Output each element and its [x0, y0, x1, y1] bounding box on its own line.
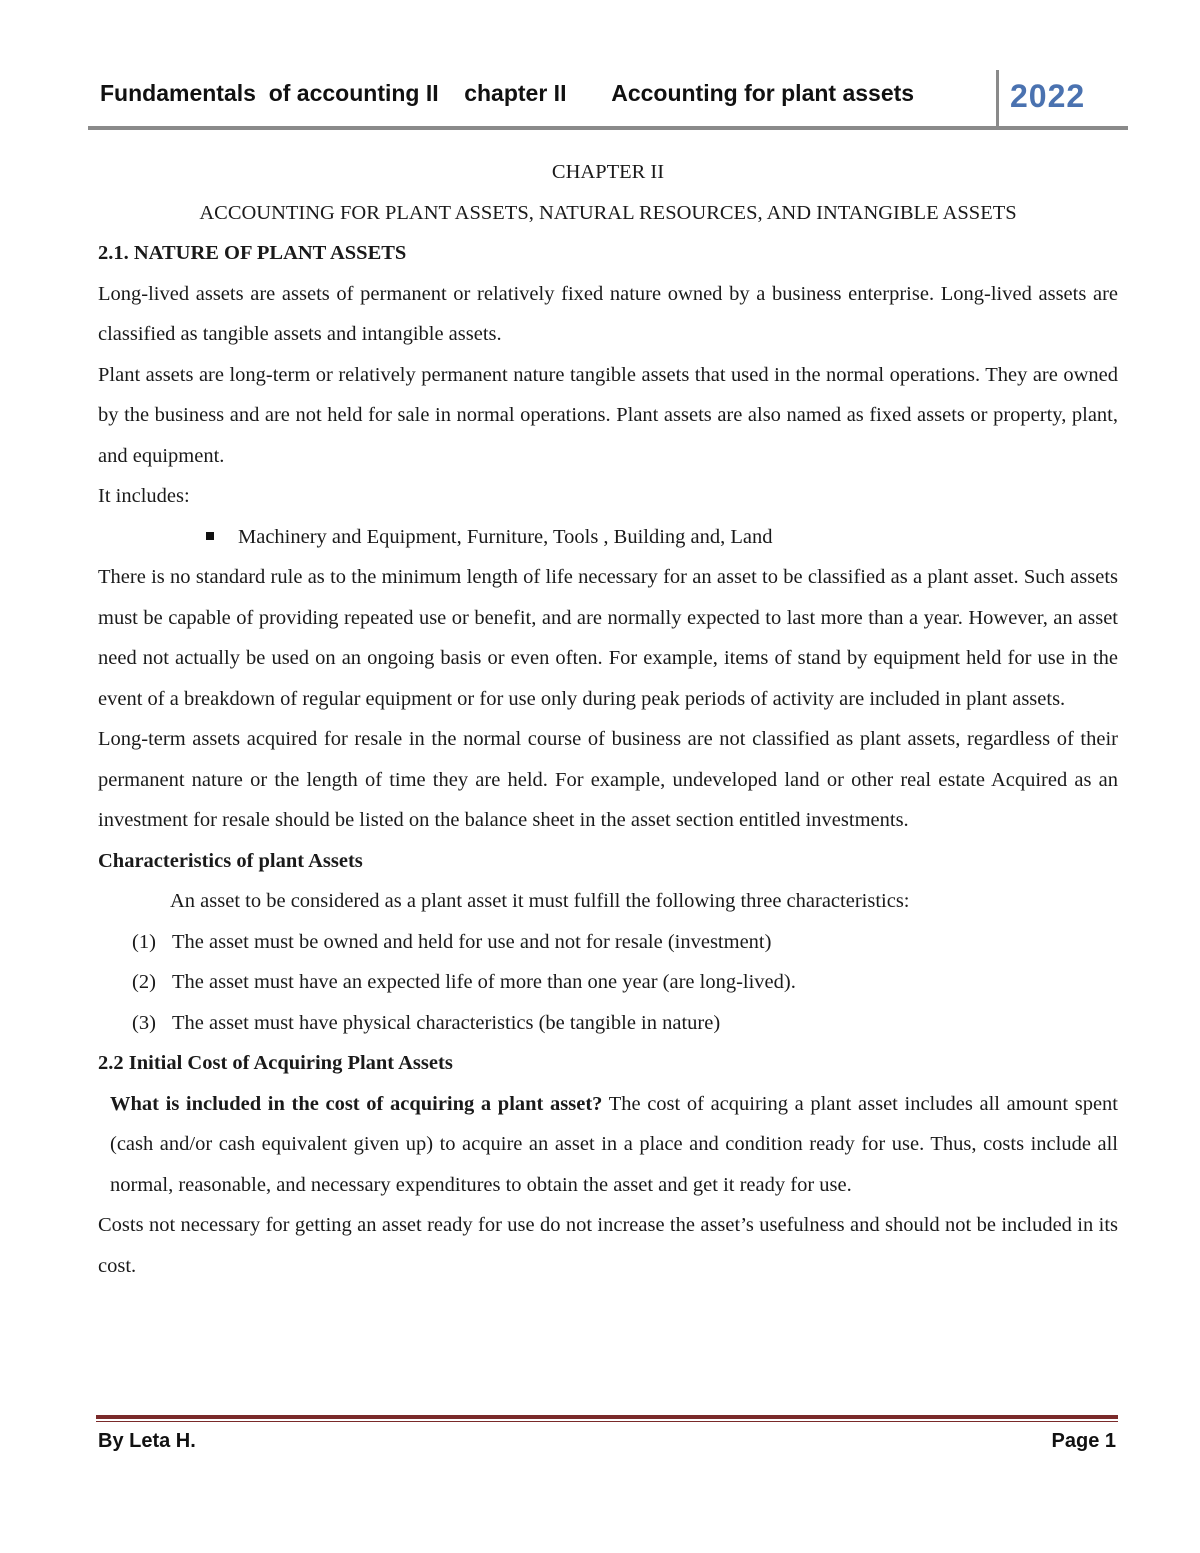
includes-label: It includes:	[98, 485, 190, 507]
question-text: What is included in the cost of acquiring a plant asset?	[110, 1092, 603, 1115]
header-rule	[88, 126, 1128, 130]
footer-rule-thin	[96, 1421, 1118, 1422]
characteristic-item	[98, 1003, 1118, 1044]
characteristic-item	[98, 962, 1118, 1003]
footer-page-number: Page 1	[1051, 1430, 1116, 1452]
chapter-title: ACCOUNTING FOR PLANT ASSETS, NATURAL RESOURCES, AND INTANGIBLE ASSETS	[199, 201, 1017, 224]
page-content	[98, 152, 1118, 1286]
paragraph-long-lived: Long-lived assets are assets of permanent or relatively fixed nature owned by a business enterprise. Long-lived assets are classified as tangible assets and intangible assets.	[98, 282, 1118, 345]
header-year: 2022	[1010, 78, 1086, 114]
characteristics-intro: An asset to be considered as a plant asset it must fulfill the following three characteristics:	[170, 890, 910, 912]
chapter-label: CHAPTER II	[551, 161, 665, 183]
footer-rule	[96, 1415, 1118, 1422]
paragraph-minimum-life: There is no standard rule as to the minimum length of life necessary for an asset to be classified as a plant asset. Such assets must be capable of providing repeated use or benefit, and are normally expected to last more than a year. However, an asset need not actually be used on an ongoing basis or even often. For example, items of stand by equipment held for use in the event of a breakdown of regular equipment or for use only during peak periods of activity are included in plant assets.	[98, 566, 1118, 710]
item-text: The asset must be owned and held for use and not for resale (investment)	[172, 930, 772, 953]
footer-author: By Leta H.	[98, 1430, 196, 1452]
paragraph-unnecessary-costs: Costs not necessary for getting an asset ready for use do not increase the asset’s usefulness and should not be included in its cost.	[98, 1214, 1118, 1277]
list-item	[98, 517, 1118, 558]
paragraph-plant-assets: Plant assets are long-term or relatively permanent nature tangible assets that used in the normal operations. They are owned by the business and are not held for sale in normal operations. Plant assets are also named as fixed assets or property, plant, and equipment.	[98, 363, 1118, 467]
paragraph-acquisition-cost	[98, 1084, 1118, 1206]
answer-text: The cost of acquiring a plant asset includes all amount spent (cash and/or cash equivalent given up) to acquire an asset in a place and condition ready for use. Thus, costs include all normal, reasonable, and necessary expenditures to obtain the asset and get it ready for use.	[110, 1092, 1118, 1196]
item-text: The asset must have physical characteristics (be tangible in nature)	[172, 1011, 721, 1034]
list-item-text: Machinery and Equipment, Furniture, Tools , Building and, Land	[238, 525, 773, 548]
header-chapter: chapter II	[464, 80, 567, 106]
item-text: The asset must have an expected life of more than one year (are long-lived).	[172, 971, 796, 993]
item-number: (2)	[132, 971, 156, 993]
header-topic: Accounting for plant assets	[611, 80, 915, 106]
paragraph-resale: Long-term assets acquired for resale in the normal course of business are not classified as plant assets, regardless of their permanent nature or the length of time they are held. For example, undeveloped land or other real estate Acquired as an investment for resale should be listed on the balance sheet in the asset section entitled investments.	[98, 728, 1118, 831]
page-header	[88, 70, 1128, 128]
footer-rule-thick	[96, 1415, 1118, 1419]
characteristics-heading: Characteristics of plant Assets	[98, 849, 363, 872]
section-heading-nature: 2.1. NATURE OF PLANT ASSETS	[98, 242, 407, 264]
bullet-icon	[206, 532, 214, 540]
item-number: (3)	[132, 1011, 156, 1034]
item-number: (1)	[132, 930, 156, 953]
characteristic-item	[98, 922, 1118, 963]
header-divider	[996, 70, 999, 128]
header-text	[100, 80, 914, 107]
header-course: Fundamentals of accounting II	[100, 80, 439, 106]
section-heading-initial-cost: 2.2 Initial Cost of Acquiring Plant Assets	[98, 1052, 453, 1074]
